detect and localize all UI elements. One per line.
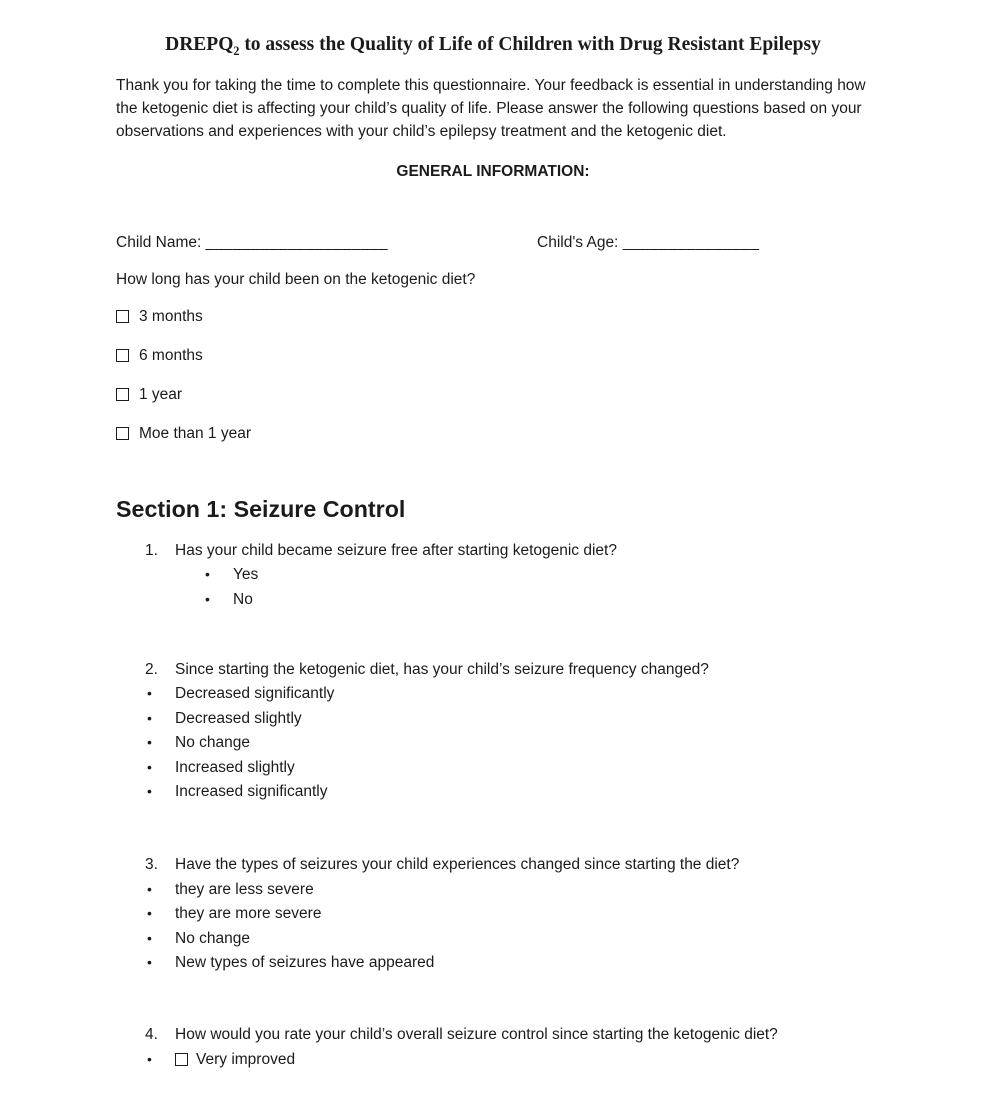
- duration-option-label: 6 months: [139, 346, 203, 364]
- question-text: How would you rate your child’s overall seizure control since starting the ketogenic diet?: [175, 1026, 778, 1044]
- question-number: 2.: [145, 660, 158, 678]
- bullet-icon: [147, 952, 175, 973]
- intro-paragraph: Thank you for taking the time to complete this questionnaire. Your feedback is essential in understanding how the ketogenic diet is affecting your child’s quality of life. Please answer the following questions based on your observations and experiences with your child’s epilepsy treatment and the ketogenic diet.: [116, 76, 866, 141]
- duration-option-3-months: [116, 307, 870, 327]
- document-title: [116, 34, 870, 59]
- bullet-icon: [205, 564, 233, 585]
- option-label: Very improved: [196, 1050, 296, 1068]
- option-label: New types of seizures have appeared: [175, 954, 435, 972]
- bullet-icon: [147, 781, 175, 802]
- child-name-blank[interactable]: ____________________: [205, 233, 389, 251]
- title-rest: to assess the Quality of Life of Children with Drug Resistant Epilepsy: [239, 34, 821, 55]
- duration-question: How long has your child been on the ketogenic diet?: [116, 270, 476, 288]
- child-age-field: [537, 234, 760, 252]
- child-age-label: Child's Age:: [537, 233, 619, 251]
- title-subscript: 2: [233, 43, 240, 58]
- question-text: Have the types of seizures your child experiences changed since starting the diet?: [175, 856, 740, 874]
- bullet-icon: [147, 757, 175, 778]
- checkbox-icon[interactable]: [175, 1053, 188, 1066]
- checkbox-icon[interactable]: [116, 388, 129, 401]
- question-1: [116, 540, 870, 561]
- option-label: they are more severe: [175, 905, 322, 923]
- question-3: [116, 854, 870, 875]
- bullet-icon: [205, 589, 233, 610]
- section1-heading: Section 1: Seizure Control: [116, 495, 406, 522]
- question-2-option: [116, 757, 870, 778]
- child-name-label: Child Name:: [116, 233, 202, 251]
- name-age-row: [116, 234, 870, 255]
- question-2-option: [116, 708, 870, 729]
- question-2-option: [116, 683, 870, 704]
- duration-option-label: 1 year: [139, 385, 183, 403]
- question-2: [116, 659, 870, 680]
- question-4: [116, 1024, 870, 1045]
- option-label: they are less severe: [175, 880, 314, 898]
- document-page: [0, 34, 986, 1115]
- option-label: Decreased slightly: [175, 709, 302, 727]
- checkbox-icon[interactable]: [116, 349, 129, 362]
- option-label: No change: [175, 734, 250, 752]
- question-number: 1.: [145, 541, 158, 559]
- checkbox-icon[interactable]: [116, 427, 129, 440]
- bullet-icon: [147, 879, 175, 900]
- question-1-option-yes: [116, 564, 870, 585]
- duration-option-6-months: [116, 346, 870, 366]
- question-3-option: [116, 928, 870, 949]
- bullet-icon: [147, 683, 175, 704]
- option-label: No: [233, 590, 253, 608]
- general-information-heading: GENERAL INFORMATION:: [396, 162, 590, 180]
- duration-option-label: Moe than 1 year: [139, 424, 252, 442]
- bullet-icon: [147, 1049, 175, 1070]
- question-text: Since starting the ketogenic diet, has your child’s seizure frequency changed?: [175, 660, 709, 678]
- question-4-option-very-improved: [116, 1049, 870, 1070]
- duration-option-1-year: [116, 385, 870, 405]
- option-label: No change: [175, 929, 250, 947]
- bullet-icon: [147, 928, 175, 949]
- option-label: Increased significantly: [175, 783, 328, 801]
- title-prefix: DREPQ: [165, 34, 234, 55]
- question-text: Has your child became seizure free after starting ketogenic diet?: [175, 541, 617, 559]
- question-3-option: [116, 952, 870, 973]
- question-number: 4.: [145, 1026, 158, 1044]
- question-2-option: [116, 732, 870, 753]
- question-2-option: [116, 781, 870, 802]
- option-label: Decreased significantly: [175, 685, 335, 703]
- question-3-option: [116, 879, 870, 900]
- bullet-icon: [147, 903, 175, 924]
- question-3-option: [116, 903, 870, 924]
- child-name-field: [116, 234, 388, 252]
- duration-option-label: 3 months: [139, 307, 203, 325]
- duration-option-more-than-1-year: [116, 424, 870, 444]
- question-1-option-no: [116, 589, 870, 610]
- option-label: Increased slightly: [175, 758, 295, 776]
- bullet-icon: [147, 708, 175, 729]
- checkbox-icon[interactable]: [116, 310, 129, 323]
- option-label: Yes: [233, 566, 259, 584]
- question-number: 3.: [145, 856, 158, 874]
- bullet-icon: [147, 732, 175, 753]
- child-age-blank[interactable]: _______________: [622, 233, 760, 251]
